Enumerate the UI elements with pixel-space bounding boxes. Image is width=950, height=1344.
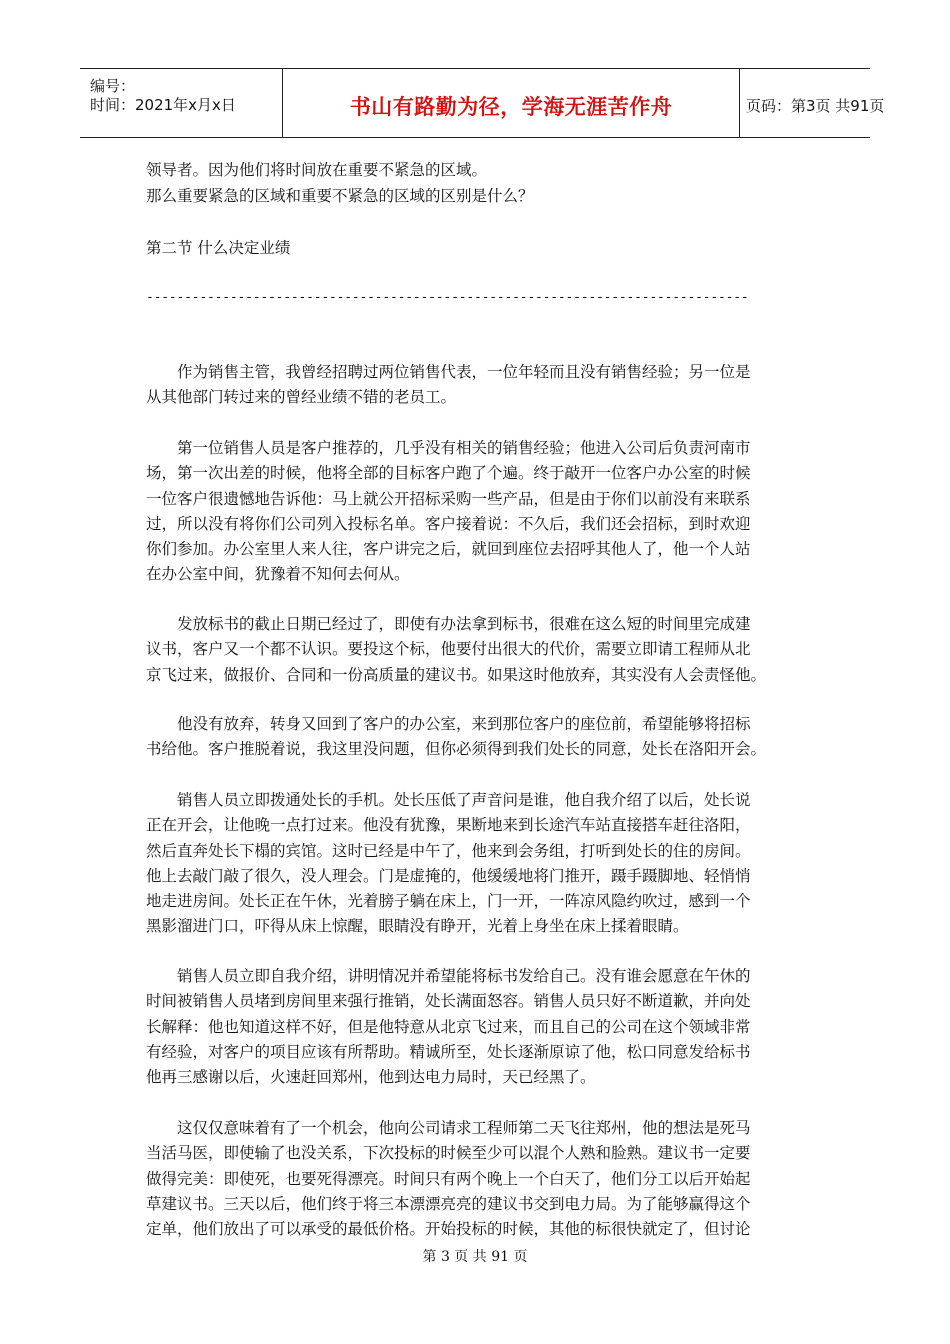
paragraph-line: 场，第一次出差的时候，他将全部的目标客户跑了个遍。终于敲开一位客户办公室的时候 bbox=[146, 464, 751, 483]
paragraph bbox=[146, 1116, 806, 1242]
paragraph-line: 长解释：他也知道这样不好，但是他特意从北京飞过来，而且自己的公司在这个领域非常 bbox=[146, 1017, 751, 1036]
paragraph bbox=[146, 360, 806, 411]
paragraph bbox=[146, 436, 806, 588]
paragraph-line: 你们参加。办公室里人来人往，客户讲完之后，就回到座位去招呼其他人了，他一个人站 bbox=[146, 540, 751, 559]
paragraph-line: 地走进房间。处长正在午休，光着膀子躺在床上，门一开，一阵凉风隐约吹过，感到一个 bbox=[146, 892, 751, 911]
paragraph-line: 京飞过来，做报价、合同和一份高质量的建议书。如果这时他放弃，其实没有人会责怪他。 bbox=[146, 665, 767, 684]
intro-line: 领导者。因为他们将时间放在重要不紧急的区域。 bbox=[146, 161, 488, 179]
paragraph-line: 正在开会，让他晚一点打过来。他没有犹豫，果断地来到长途汽车站直接搭车赶往洛阳， bbox=[146, 816, 751, 835]
intro-line: 那么重要紧急的区域和重要不紧急的区域的区别是什么？ bbox=[146, 187, 534, 205]
paragraph-line: 过，所以没有将你们公司列入投标名单。客户接着说：不久后，我们还会招标，到时欢迎 bbox=[146, 514, 751, 533]
paragraph-line: 有经验，对客户的项目应该有所帮助。精诚所至，处长逐渐原谅了他，松口同意发给标书 bbox=[146, 1042, 751, 1061]
section-title: 第二节 什么决定业绩 bbox=[146, 239, 291, 257]
header-motto: 书山有路勤为径，学海无涯苦作舟 bbox=[349, 95, 673, 119]
paragraph bbox=[146, 964, 806, 1090]
header-info-cell bbox=[80, 69, 282, 137]
paragraph-line: 书给他。客户推脱着说，我这里没问题，但你必须得到我们处长的同意，处长在洛阳开会。 bbox=[146, 740, 767, 759]
document-header bbox=[80, 68, 885, 138]
paragraph-line: 销售人员立即拨通处长的手机。处长压低了声音问是谁，他自我介绍了以后，处长说 bbox=[146, 791, 751, 809]
document-number-label: 编号： bbox=[90, 77, 136, 95]
paragraph-line: 草建议书。三天以后，他们终于将三本漂漂亮亮的建议书交到电力局。为了能够赢得这个 bbox=[146, 1194, 751, 1213]
paragraph-line: 发放标书的截止日期已经过了，即使有办法拿到标书，很难在这么短的时间里完成建 bbox=[146, 615, 751, 633]
paragraph-line: 一位客户很遗憾地告诉他：马上就公开招标采购一些产品，但是由于你们以前没有来联系 bbox=[146, 489, 751, 508]
paragraph-line: 当活马医，即使输了也没关系，下次投标的时候至少可以混个人熟和脸熟。建议书一定要 bbox=[146, 1144, 751, 1163]
paragraph-line: 在办公室中间，犹豫着不知何去何从。 bbox=[146, 565, 410, 584]
paragraph-line: 然后直奔处长下榻的宾馆。这时已经是中午了，他来到会务组，打听到处长的住的房间。 bbox=[146, 841, 751, 860]
paragraph-line: 议书，客户又一个都不认识。要投这个标，他要付出很大的代价，需要立即请工程师从北 bbox=[146, 640, 751, 659]
paragraph-line: 他没有放弃，转身又回到了客户的办公室，来到那位客户的座位前，希望能够将招标 bbox=[146, 715, 751, 733]
header-motto-cell bbox=[282, 69, 740, 137]
paragraph bbox=[146, 788, 806, 940]
document-date-label: 时间：2021年x月x日 bbox=[90, 96, 236, 114]
paragraph-line: 第一位销售人员是客户推荐的，几乎没有相关的销售经验；他进入公司后负责河南市 bbox=[146, 439, 751, 457]
paragraph-line: 作为销售主管，我曾经招聘过两位销售代表，一位年轻而且没有销售经验；另一位是 bbox=[146, 363, 751, 381]
paragraph bbox=[146, 712, 806, 763]
paragraph-line: 做得完美：即使死，也要死得漂亮。时间只有两个晚上一个白天了，他们分工以后开始起 bbox=[146, 1169, 751, 1188]
paragraph-line: 他再三感谢以后，火速赶回郑州，他到达电力局时，天已经黑了。 bbox=[146, 1068, 596, 1087]
paragraph-line: 时间被销售人员堵到房间里来强行推销，处长满面怒容。销售人员只好不断道歉，并向处 bbox=[146, 992, 751, 1011]
paragraph-line: 销售人员立即自我介绍，讲明情况并希望能将标书发给自己。没有谁会愿意在午休的 bbox=[146, 967, 751, 985]
paragraph-line: 从其他部门转过来的曾经业绩不错的老员工。 bbox=[146, 388, 457, 407]
header-page-cell bbox=[738, 69, 885, 137]
paragraph-line: 定单，他们放出了可以承受的最低价格。开始投标的时候，其他的标很快就定了，但讨论 bbox=[146, 1220, 751, 1239]
header-page-code: 页码：第3页 共91页 bbox=[746, 97, 885, 115]
paragraph bbox=[146, 612, 806, 688]
page-footer: 第 3 页 共 91 页 bbox=[422, 1249, 528, 1265]
paragraph-line: 这仅仅意味着有了一个机会，他向公司请求工程师第二天飞往郑州，他的想法是死马 bbox=[146, 1119, 751, 1137]
paragraph-line: 他上去敲门敲了很久，没人理会。门是虚掩的，他缓缓地将门推开，蹑手蹑脚地、轻悄悄 bbox=[146, 866, 751, 885]
separator-line: ------------------------------------------------------------------------------- bbox=[146, 290, 749, 305]
paragraph-line: 黑影溜进门口，吓得从床上惊醒，眼睛没有睁开，光着上身坐在床上揉着眼睛。 bbox=[146, 917, 689, 936]
